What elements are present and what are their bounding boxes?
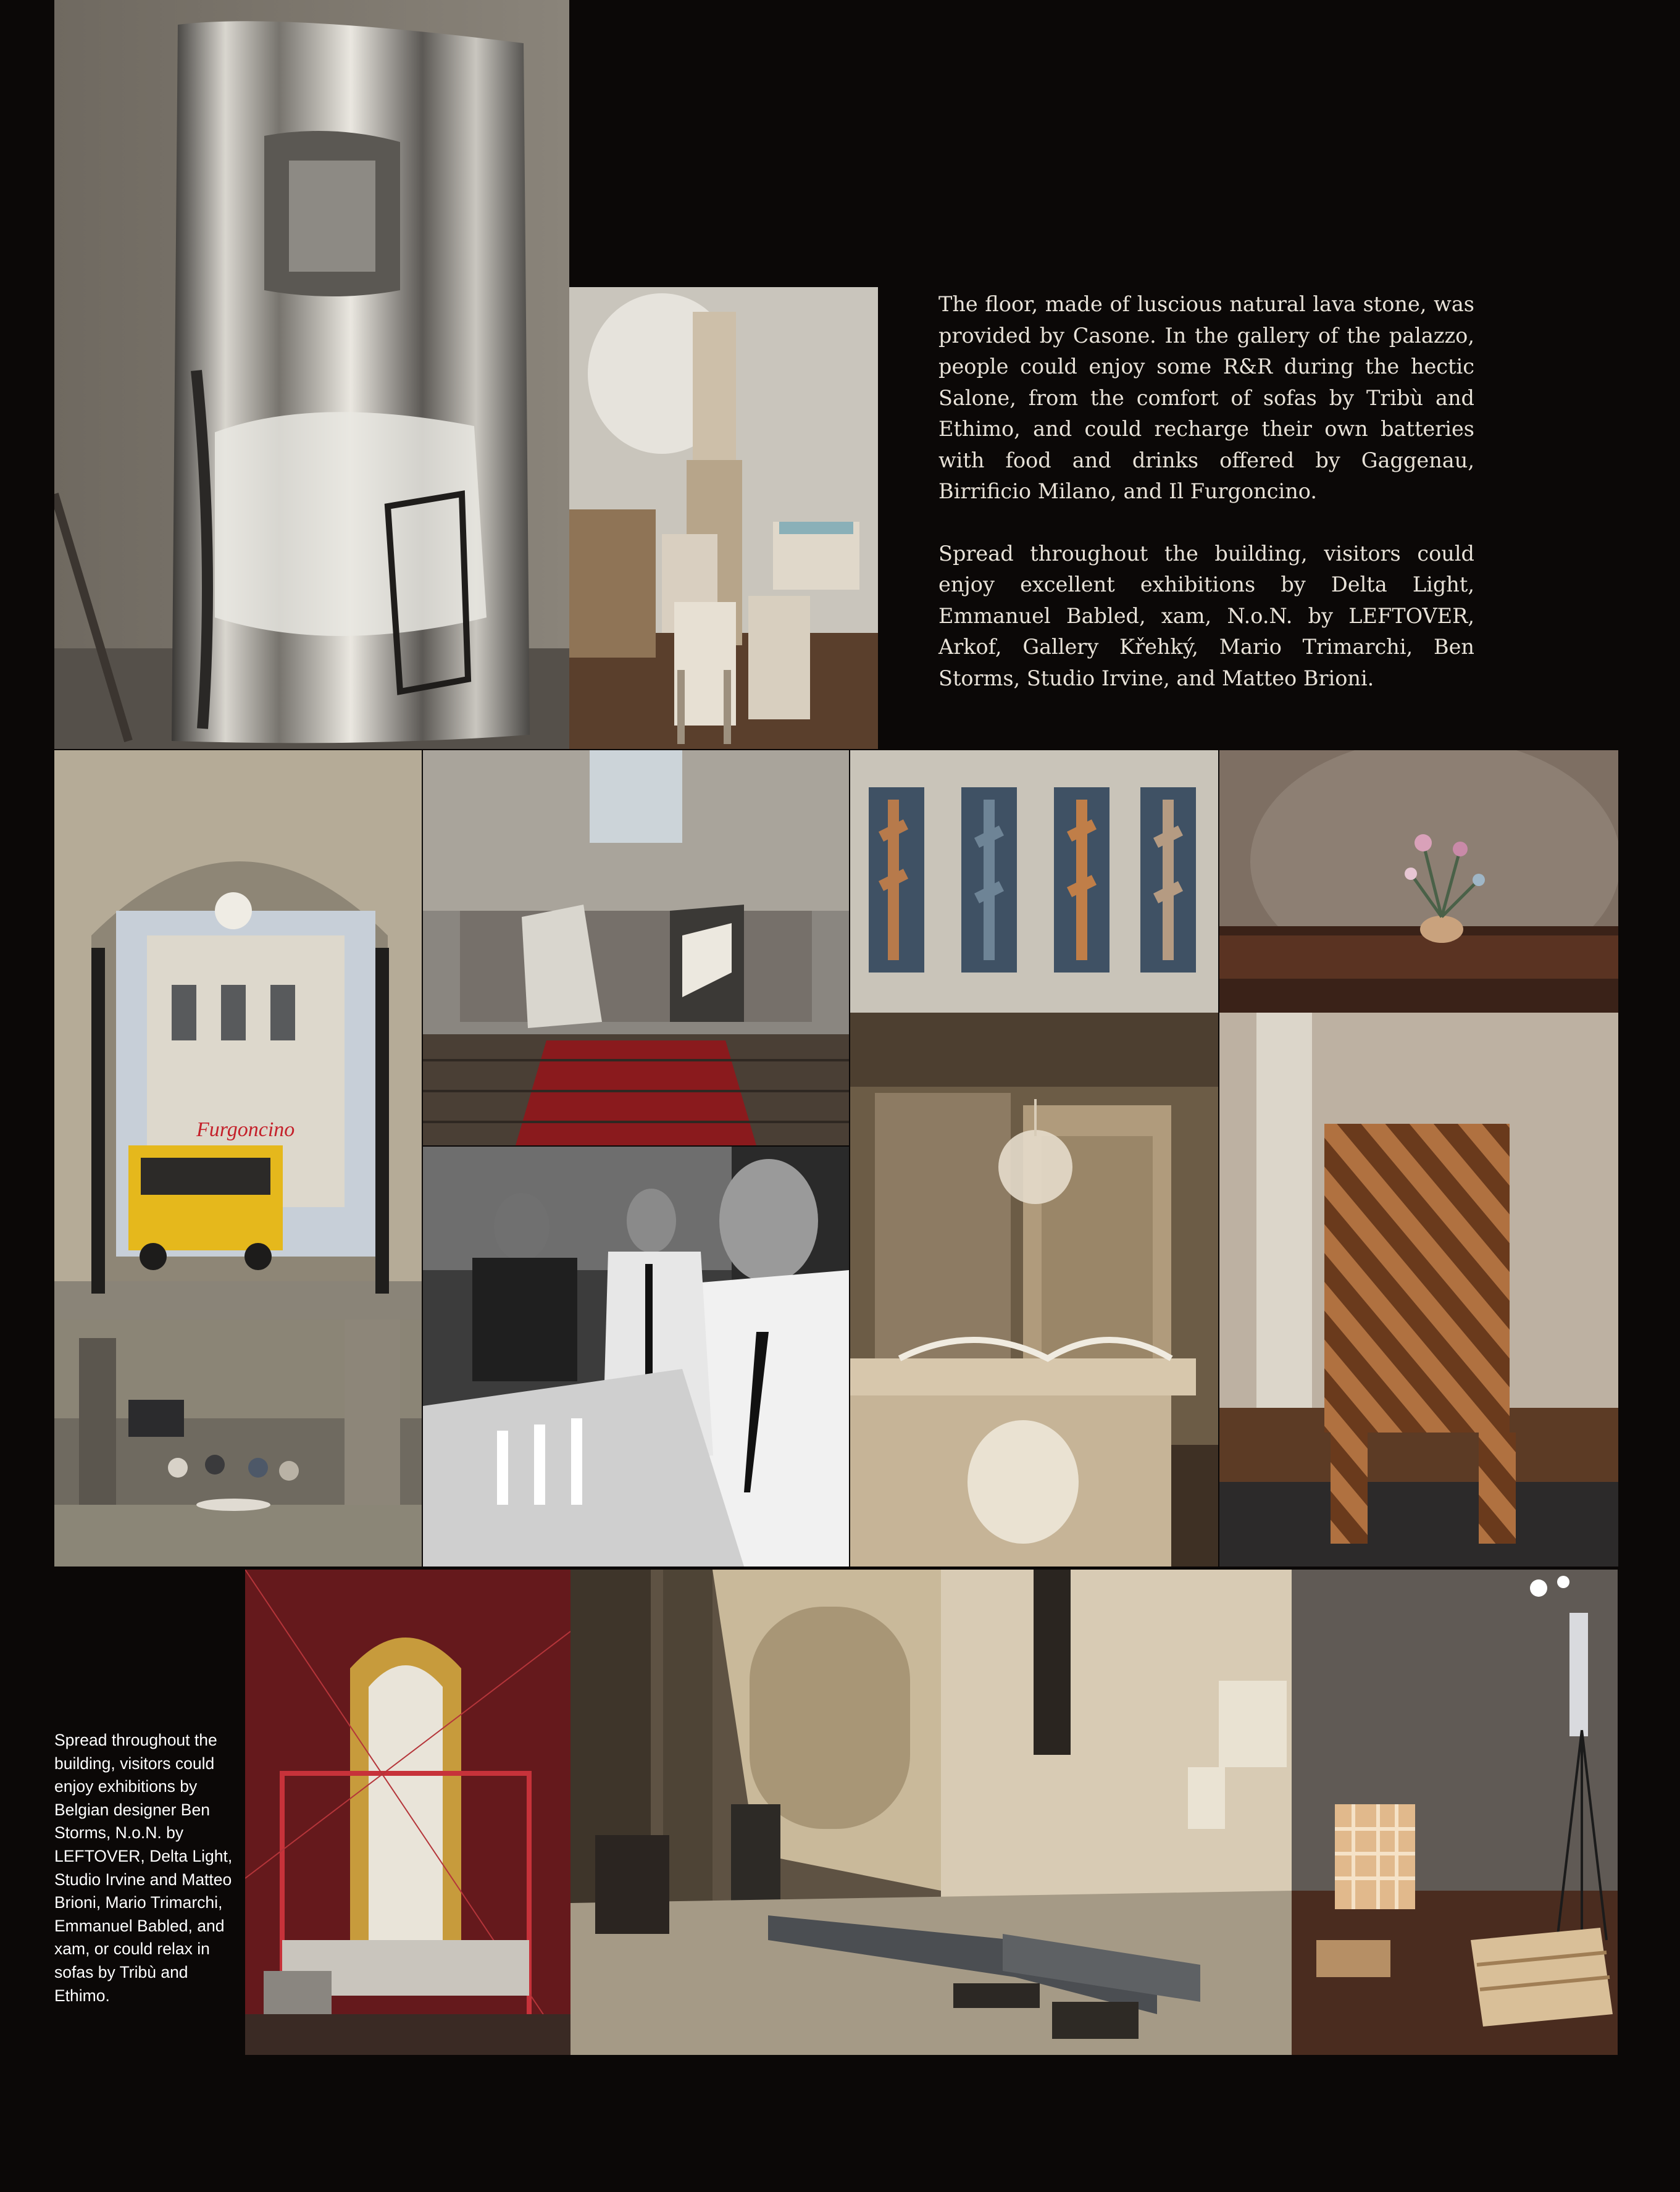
lightsculpture-photo bbox=[1292, 1570, 1618, 2055]
vase-photo bbox=[1219, 750, 1618, 1013]
waiters-photo bbox=[423, 1147, 849, 1567]
stools-photo bbox=[569, 287, 878, 749]
chandelier-photo bbox=[850, 1013, 1218, 1567]
photo-caption: Spread throughout the building, visitors could enjoy exhibitions by Belgian designer Ben Storms, N.o.N. by LEFTOVER, Delta Light, Studio Irvine and Matteo Brioni, Mario Trimarchi, Emmanuel Babled, and xam, or could relax in sofas by Tribù and Ethimo. bbox=[54, 1731, 233, 2005]
mirror-photo bbox=[54, 0, 569, 749]
article-body bbox=[938, 289, 1474, 725]
foodtruck-sign: Furgoncino bbox=[196, 1118, 295, 1141]
cabinet-photo bbox=[1219, 1013, 1618, 1567]
gallery-photo bbox=[570, 1570, 1292, 2055]
article-paragraph-2: Spread throughout the building, visitors could enjoy excellent exhibitions by Delta Light, Emmanuel Babled, xam, N.o.N. by LEFTOVER, Arkof, Gallery Křehký, Mario Trimarchi, Ben Storms, Studio Irvine, and Matteo Brioni. bbox=[938, 541, 1474, 690]
redroom-photo bbox=[245, 1570, 570, 2055]
colonnade-photo bbox=[54, 1320, 422, 1567]
wallpanel-photo bbox=[850, 750, 1218, 1013]
staircase-photo bbox=[423, 750, 849, 1145]
article-paragraph-1: The floor, made of luscious natural lava stone, was provided by Casone. In the gallery of the palazzo, people could enjoy some R&R during the hectic Salone, from the comfort of sofas by Tribù and Ethimo, and could recharge their own batteries with food and drinks offered by Gaggenau, Birrificio Milano, and Il Furgoncino. bbox=[938, 292, 1474, 503]
foodtruck-photo bbox=[54, 750, 422, 1320]
